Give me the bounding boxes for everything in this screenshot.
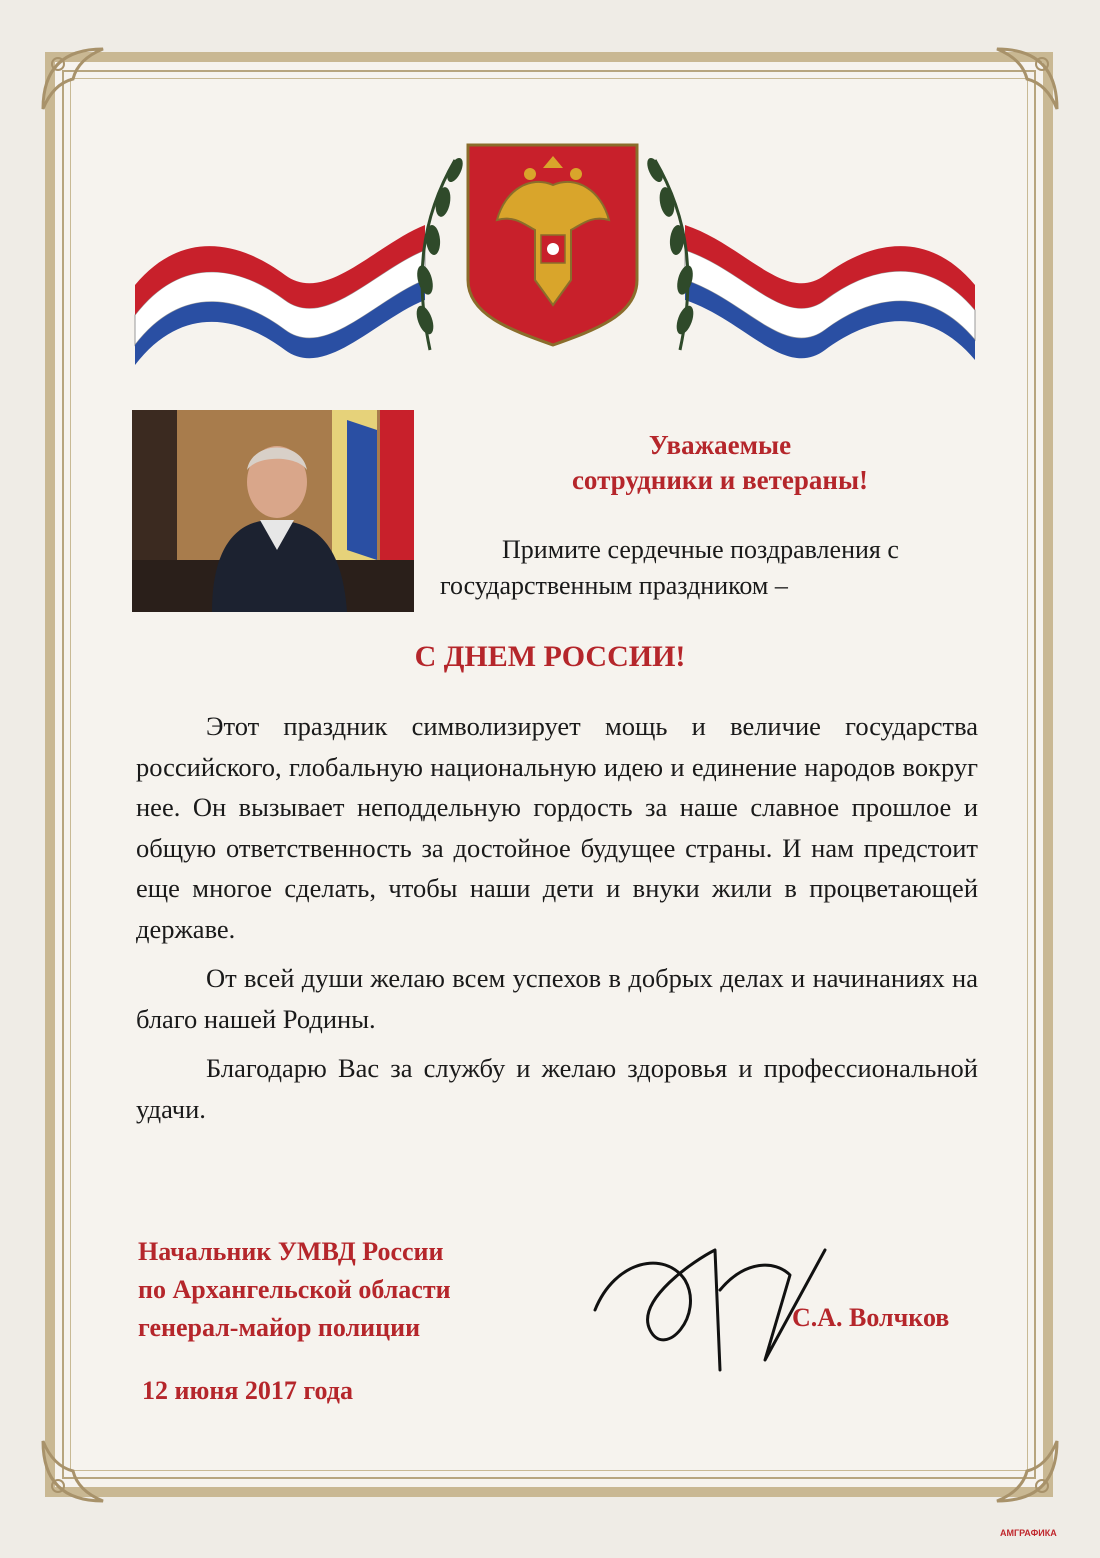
- signatory-title-line-2: по Архангельской области: [138, 1275, 451, 1304]
- signatory-title-line-1: Начальник УМВД России: [138, 1237, 444, 1266]
- russian-coat-of-arms-icon: [468, 145, 637, 345]
- intro-text: [440, 532, 980, 604]
- letter-body: [136, 706, 978, 1138]
- portrait-photo: [132, 410, 414, 612]
- signatory-title: [138, 1233, 451, 1347]
- letter-date: 12 июня 2017 года: [142, 1376, 353, 1405]
- paragraph: Благодарю Вас за службу и желаю здоровья и профессиональной удачи.: [136, 1053, 978, 1124]
- corner-ornament-icon: [38, 1436, 108, 1506]
- greeting-line-2: сотрудники и ветераны!: [571, 465, 869, 495]
- corner-ornament-icon: [38, 44, 108, 114]
- holiday-title: С ДНЕМ РОССИИ!: [414, 640, 686, 673]
- publisher-logo: АМГРАФИКА: [1000, 1528, 1057, 1538]
- greeting-line-1: Уважаемые: [648, 430, 792, 460]
- intro-line-2: государственным праздником –: [440, 571, 788, 600]
- paragraph: От всей души желаю всем успехов в добрых делах и начинаниях на благо нашей Родины.: [136, 963, 978, 1034]
- corner-ornament-icon: [992, 1436, 1062, 1506]
- paragraph: Этот праздник символизирует мощь и величие государства российского, глобальную национальную идею и единение народов вокруг нее. Он вызывает неподдельную гордость за наше славное прошлое и общую ответственность за достойное будущее страны. И нам предстоит еще многое сделать, чтобы наши дети и внуки жили в процветающей державе.: [136, 711, 978, 944]
- corner-ornament-icon: [992, 44, 1062, 114]
- signatory-name: С.А. Волчков: [792, 1303, 950, 1332]
- greeting-heading: [480, 428, 960, 498]
- handwritten-signature: [575, 1220, 835, 1380]
- signatory-title-line-3: генерал-майор полиции: [138, 1313, 421, 1342]
- emblem-with-ribbon: [125, 130, 985, 370]
- intro-line-1: Примите сердечные поздравления с: [502, 535, 899, 564]
